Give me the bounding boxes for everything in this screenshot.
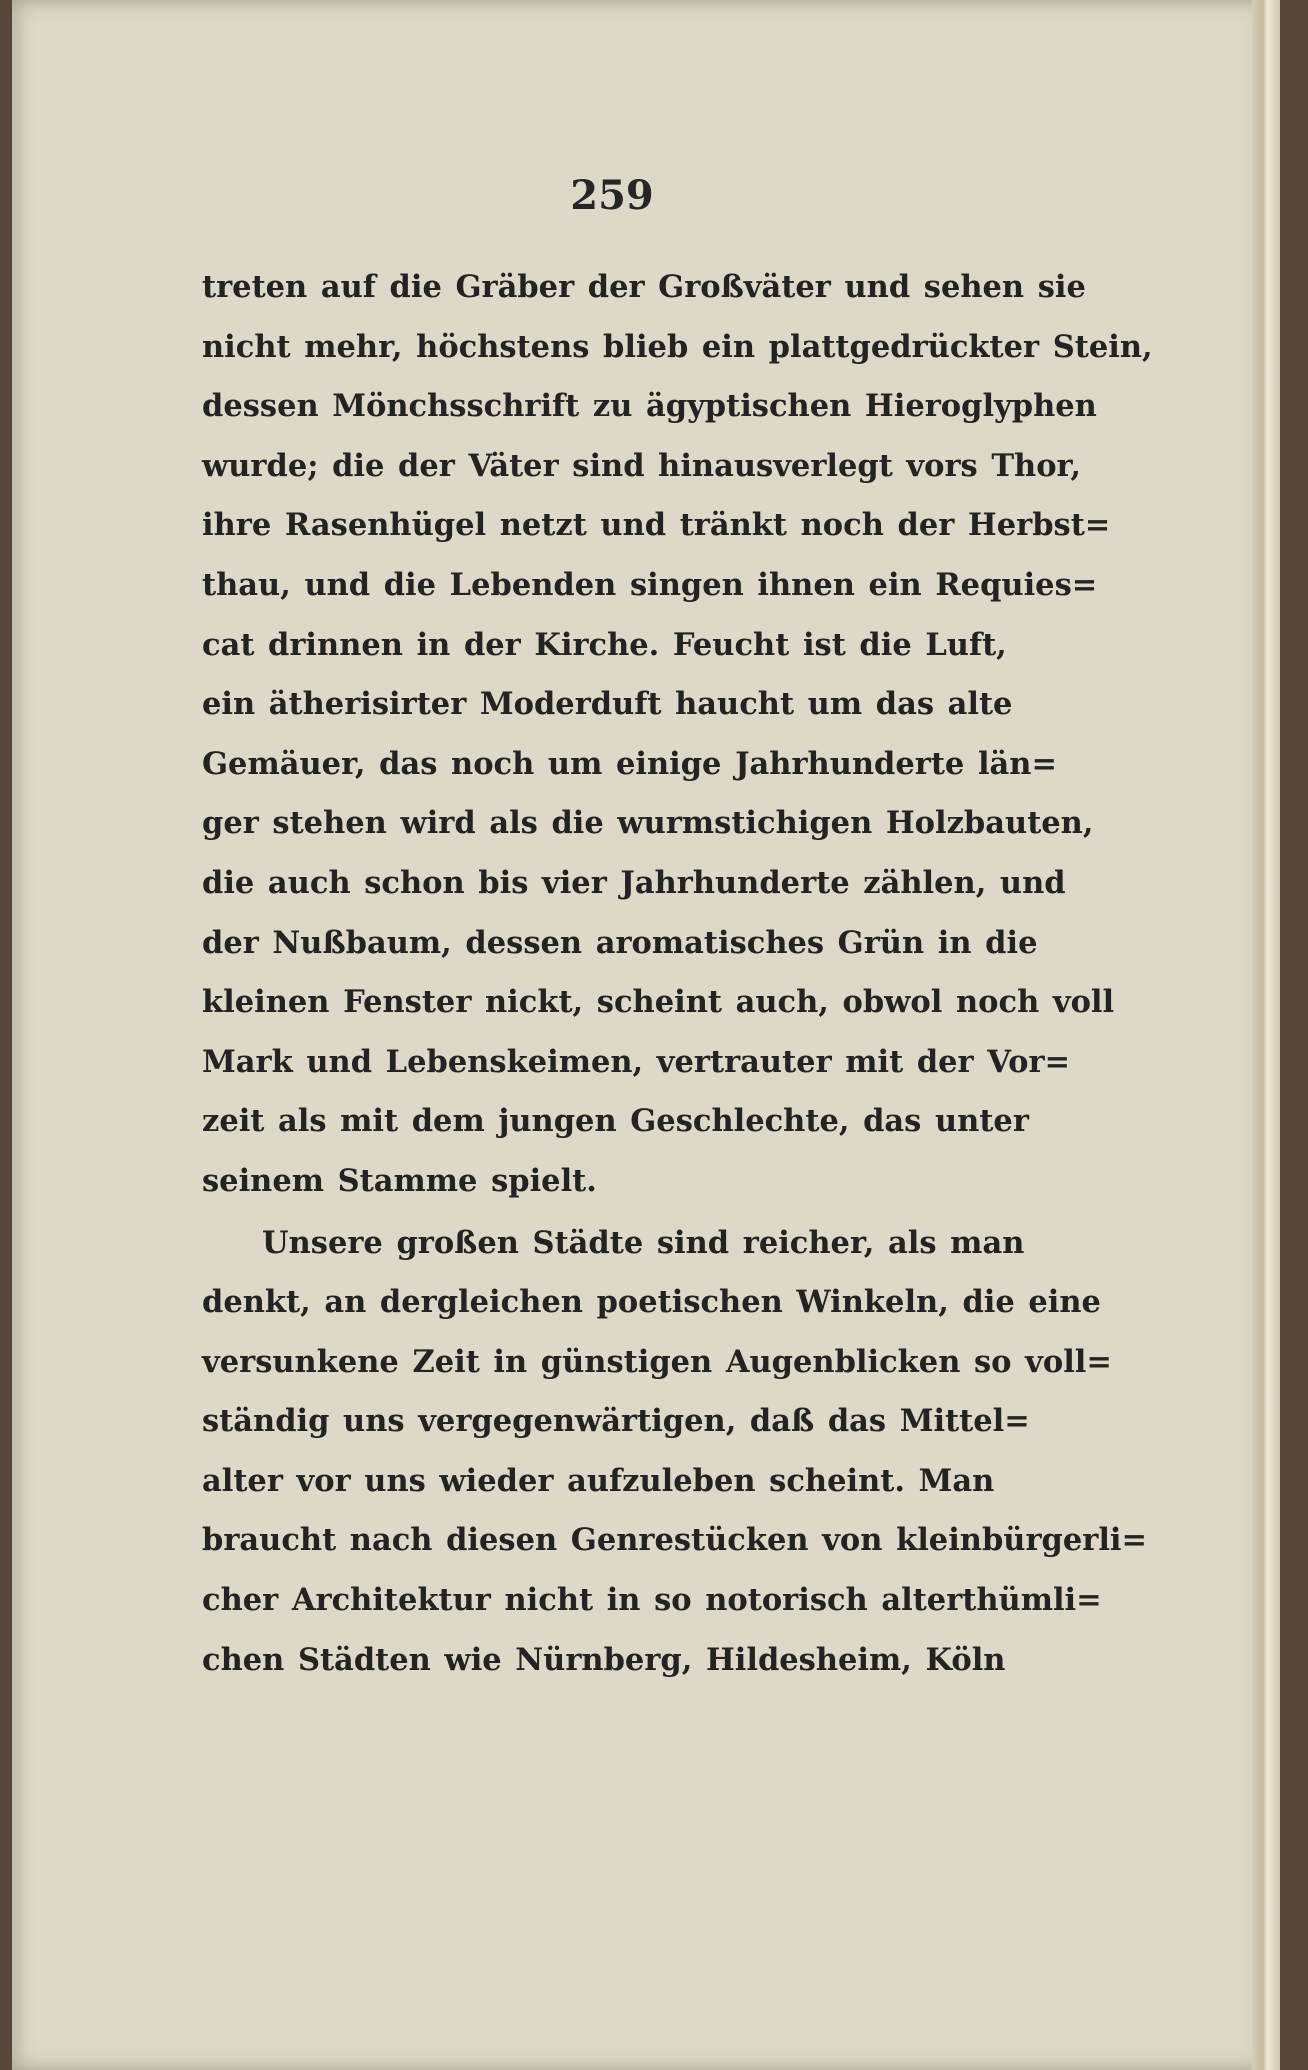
text-line: zeit als mit dem jungen Geschlechte, das unter [202, 1103, 1029, 1140]
text-line: ger stehen wird als die wurmstichigen Holzbauten, [202, 805, 1094, 842]
text-line: wurde; die der Väter sind hinausverlegt vors Thor, [202, 447, 1082, 484]
text-line: die auch schon bis vier Jahrhunderte zählen, und [202, 864, 1066, 901]
body-text [202, 258, 1153, 1690]
book-page [12, 0, 1280, 2070]
page-edge [1252, 0, 1280, 2070]
text-line: kleinen Fenster nickt, scheint auch, obwol noch voll [202, 984, 1115, 1021]
text-line: alter vor uns wieder aufzuleben scheint. Man [202, 1462, 995, 1499]
text-line: thau, und die Lebenden singen ihnen ein Requies= [202, 566, 1098, 603]
text-line: denkt, an dergleichen poetischen Winkeln, die eine [202, 1284, 1101, 1321]
text-line: cat drinnen in der Kirche. Feucht ist die Luft, [202, 626, 1007, 663]
text-line: chen Städten wie Nürnberg, Hildesheim, Köln [202, 1641, 1006, 1678]
text-line: der Nußbaum, dessen aromatisches Grün in die [202, 924, 1038, 961]
text-line: versunkene Zeit in günstigen Augenblicken so voll= [202, 1343, 1112, 1380]
text-line: nicht mehr, höchstens blieb ein plattgedrückter Stein, [202, 328, 1153, 365]
text-line: ständig uns vergegenwärtigen, daß das Mittel= [202, 1403, 1030, 1440]
paragraph-start-line: Unsere großen Städte sind reicher, als man [262, 1224, 1025, 1261]
text-line: ihre Rasenhügel netzt und tränkt noch der Herbst= [202, 507, 1111, 544]
text-line: dessen Mönchsschrift zu ägyptischen Hieroglyphen [202, 388, 1097, 425]
text-line: cher Architektur nicht in so notorisch alterthümli= [202, 1582, 1102, 1619]
text-line: seinem Stamme spielt. [202, 1162, 597, 1199]
text-line: ein ätherisirter Moderduft haucht um das alte [202, 686, 1013, 723]
text-line: braucht nach diesen Genrestücken von kleinbürgerli= [202, 1522, 1148, 1559]
text-line: Mark und Lebenskeimen, vertrauter mit der Vor= [202, 1043, 1071, 1080]
text-line: Gemäuer, das noch um einige Jahrhunderte län= [202, 745, 1058, 782]
page-number: 259 [570, 172, 654, 219]
text-line: treten auf die Gräber der Großväter und sehen sie [202, 269, 1086, 305]
